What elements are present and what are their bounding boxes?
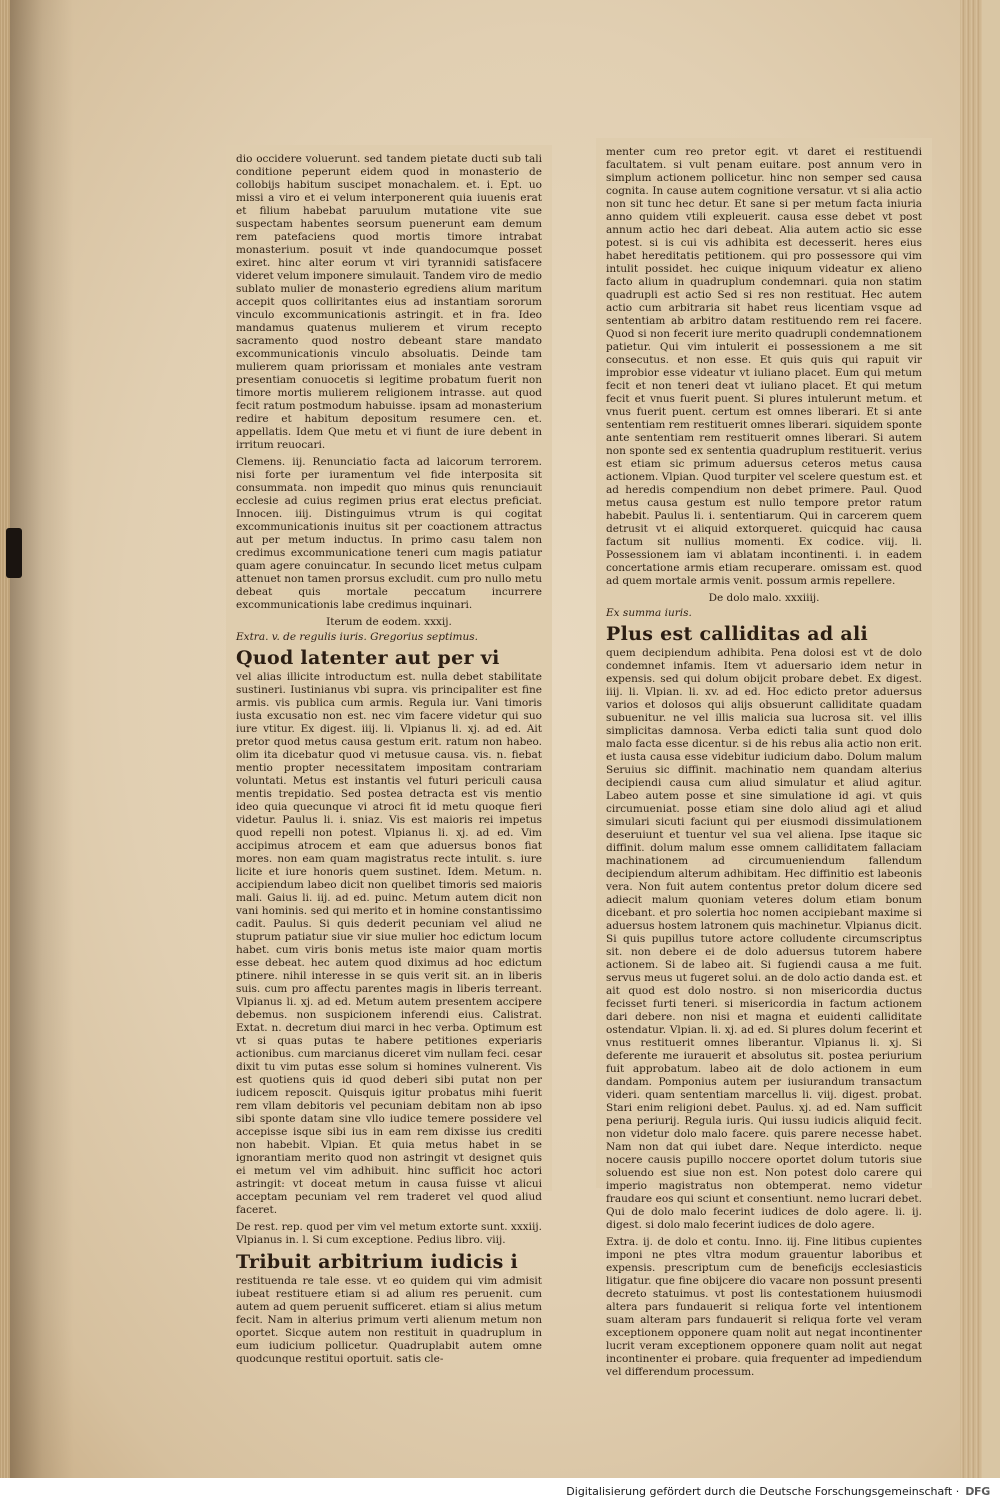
- text-paragraph: menter cum reo pretor egit. vt daret ei restituendi facultatem. si vult penam euitare. post annum vero in simplum actionem pollicetur. hinc non semper sed causa cognita. In cause autem cognitione versatur. vt si alia actio non sit tunc hec detur. Et sane si per metum facta iniuria anno quidem vtili expleuerit. causa esse debet vt post annum actio hec dari debeat. Alia autem actio sic esse potest. si is cui vis adhibita est decesserit. heres eius habet hereditatis petitionem. qui pro possessore qui vim intulit possidet. hec cuique iniquum videatur ex alieno facto alium in quadruplum condemnari. quia non statim quadrupli est actio Sed si res non restituat. Hec autem actio cum arbitraria sit habet reus licentiam vsque ad sententiam ab arbitro datam restituendo rem rei facere. Quod si non fecerit iure merito quadrupli condemnationem patietur. Qui vim intulerit ei possessionem a me sit consecutus. et non esse. Et quis quis qui rapuit vir improbior esse videatur vt iuliano placet. Eum qui metum fecit et non teneri deat vt iuliano placet. Et qui metum fecit et vnus fuerit puent. Si plures intulerunt metum. et vnus fuerit puent. certum est omnes liberari. Et si ante sententiam rem restituerit omnes liberari. siquidem sponte ante sententiam rem restituerit omnes liberari. Si autem non sponte sed ex sententia quadruplum restituerit. verius est etiam sic primum aduersus ceteros metus causa actionem. Vlpian. Quod turpiter vel scelere questum est. et ad heredis compendium non debet primere. Paul. Quod metus causa gestum est nullo tempore pretor ratum habebit. Paulus li. i. sententiarum. Qui in carcerem quem detrusit vt ei aliquid extorqueret. quicquid hac causa factum sit nullius momenti. Ex codice. viij. li. Possessionem iam vi ablatam incontinenti. i. in eadem concertatione armis etiam recuperare. omissam est. quod ad quem mortale armis venit. possum armis repellere.: [606, 146, 922, 587]
- section-heading: Tribuit arbitrium iudicis i: [236, 1251, 519, 1273]
- dfg-logo-icon: DFG: [965, 1484, 990, 1498]
- text-paragraph: De rest. rep. quod per vim vel metum extorte sunt. xxxiij. Vlpianus in. l. Si cum exceptione. Pedius libro. viij.: [236, 1221, 542, 1246]
- source-rubric: Extra. v. de regulis iuris. Gregorius septimus.: [236, 631, 478, 643]
- footer-credit: Digitalisierung gefördert durch die Deutsche Forschungsgemeinschaft ·: [566, 1484, 960, 1498]
- digitization-footer: [0, 1478, 1000, 1504]
- title-line: De dolo malo. xxxiiij.: [708, 592, 820, 604]
- right-margin-strip: [982, 0, 1000, 1478]
- text-paragraph: dio occidere voluerunt. sed tandem pietate ducti sub tali conditione peperunt eidem quod in monasterio de collobijs habitum suscipet monachalem. et. i. Ept. uo missi a viro et ei velum interponerent quia iuuenis erat et filium habebat paruulum mutatione vite sue suspectam habentes seorsum puenerunt eam demum rem patefaciens quod mortis timore intrabat monasterium. posuit vt inde quandocumque posset exiret. hinc alter eorum vt viri tyrannidi satisfacere videret velum imponere simulauit. Tandem viro de medio sublato mulier de monasterio egrediens alium maritum accepit quos colliritantes eius ad instantiam sororum vinculo excommunicationis astringit. et in fra. Ideo mandamus quatenus mulierem et virum recepto sacramento quod nostro debeant stare mandato excommunicationis vinculo absoluatis. Deinde tam mulierem quam priorissam et moniales ante vestram presentiam conuocetis si legitime probatum fuerit non timore mortis mulierem religionem intrasse. aut quod fecit ratum postmodum habuisse. ipsam ad monasterium redire et habitum depositum resumere cen. et. appellatis. Idem Que metu et vi fiunt de iure debent in irritum reuocari.: [236, 153, 542, 451]
- gutter-shadow: [4, 0, 74, 1478]
- right-page-edges: [960, 0, 982, 1478]
- left-page-edges: [0, 0, 10, 1478]
- right-text-column: [596, 138, 932, 1378]
- source-rubric: Ex summa iuris.: [606, 607, 692, 619]
- section-heading: Plus est calliditas ad ali: [606, 623, 868, 645]
- text-paragraph: Extra. ij. de dolo et contu. Inno. iij. Fine litibus cupientes imponi ne ptes vltra modum grauentur laboribus et expensis. prescriptum cum de beneficijs ecclesiasticis litigatur. que fine obijcere dio vacare non possunt presenti decreto statuimus. vt post lis contestationem huiusmodi altera pars fundauerit si reliqua forte vel intentionem suam alteram pars fundauerit si reliqua forte vel veram exceptionem opponere quam nolit aut negat incontinenter lucrit veram exceptionem opponere quam nolit aut negat incontinenter ei probare. quia frequenter ad impediendum vel differendum processum.: [606, 1236, 922, 1378]
- title-line: Iterum de eodem. xxxij.: [326, 616, 452, 628]
- text-paragraph: quem decipiendum adhibita. Pena dolosi est vt de dolo condemnet infamis. Item vt aduersario idem netur in expensis. sed qui dolum obijcit probare debet. Ex digest. iiij. li. Vlpian. li. xv. ad ed. Hoc edicto pretor aduersus varios et dolosos qui alijs obsuerunt calliditate quadam subuenitur. ne vel illis malicia sua lucrosa sit. vel illis simplicitas damnosa. Verba edicti talia sunt quod dolo malo facta esse dicentur. si de his rebus alia actio non erit. et iusta causa esse videbitur iudicium dabo. Dolum malum Seruius sic diffinit. machinatio nem quandam alterius decipiendi causa cum aliud simulatur et aliud agitur. Labeo autem posse et sine simulatione id agi. vt quis circumueniat. posse etiam sine dolo aliud agi et aliud simulari sicuti faciunt qui per eiusmodi dissimulationem deseruiunt et tuentur vel sua vel aliena. Ipse itaque sic diffinit. dolum malum esse omnem calliditatem fallaciam machinationem ad circumueniendum fallendum decipiendum alterum adhibitam. Hec diffinitio est labeonis vera. Non fuit autem contentus pretor dolum dicere sed adiecit malum quoniam veteres dolum etiam bonum dicebant. et pro solertia hoc nomen accipiebant maxime si aduersus hostem latronem quis machinetur. Vlpianus dicit. Si quis pupillus tutore actore colludente circumscriptus sit. non debere ei de dolo aduersus tutorem habere actionem. Si de labeo ait. Si fugiendi causa a me fuit. servus meus ut fugeret solui. an de dolo actio danda est. et ait quod est dolo nostro. si non misericordia ductus fecisset furti teneri. si misericordia in factum actionem dari debere. non nisi et magna et euidenti calliditate ostendatur. Vlpian. li. xj. ad ed. Si plures dolum fecerint et vnus restituerit omnes liberantur. Vlpianus li. xj. Si deferente me iurauerit et absolutus sit. postea periurium fuit approbatum. labeo ait de dolo actionem in eum dandam. Pomponius autem per iusiurandum transactum videri. quam sententiam marcellus li. viij. digest. probat. Stari enim religioni debet. Paulus. xj. ad ed. Nam sufficit pena periurij. Regula iuris. Qui iussu iudicis aliquid fecit. non videtur dolo malo facere. quis parere necesse habet. Nam non dat qui iubet dare. Neque interdicto. neque nocere causis pupillo noccere oportet dolum tutoris siue soluendo est siue non est. Non potest dolo carere qui imperio magistratus non obtemperat. nemo videtur fraudare eos qui sciunt et consentiunt. nemo lucrari debet. Qui de dolo malo fecerint iudices de dolo agere. li. ij. digest. si dolo malo fecerint iudices de dolo agere.: [606, 647, 922, 1231]
- text-paragraph: restituenda re tale esse. vt eo quidem qui vim admisit iubeat restituere etiam si ad alium res peruenit. cum autem ad quem peruenit sufficeret. etiam si alius metum fecit. Nam in alterius primum verti alienum metum non oportet. Sicque autem non restituit in quadruplum in eum iudicium pollicetur. Quadruplabit autem omne quodcunque restitui oportuit. satis cle-: [236, 1275, 542, 1365]
- left-text-column: [226, 145, 552, 1365]
- thumb-mark: [6, 528, 22, 578]
- text-paragraph: Clemens. iij. Renunciatio facta ad laicorum terrorem. nisi forte per iuramentum vel fide interposita sit consummata. non impedit quo minus quis renunciauit ecclesie ad cuius regimen prius erat electus preficiat. Innocen. iiij. Distinguimus vtrum is qui cogitat excommunicationis inuitus sit per coactionem attractus aut per metum inductus. In primo casu talem non credimus excommunicatione teneri cum magis patiatur quam agere conuincatur. In secundo licet metus culpam attenuet non tamen prorsus excludit. cum pro nullo metu debeat quis mortale peccatum incurrere excommunicationis labe credimus inquinari.: [236, 456, 542, 611]
- text-paragraph: vel alias illicite introductum est. nulla debet stabilitate sustineri. Iustinianus vbi supra. vis principaliter est fine armis. vis publica cum armis. Regula iur. Vani timoris iusta excusatio non est. nec vim facere videtur qui suo iure vtitur. Ex digest. iiij. li. Vlpianus li. xj. ad ed. Ait pretor quod metus causa gestum erit. ratum non habeo. olim ita dicebatur quod vi metusue causa. vis. n. fiebat mentio propter necessitatem impositam contrariam voluntati. Metus est instantis vel futuri periculi causa mentis trepidatio. Sed postea detracta est vis mentio ideo quia quecunque vi atroci fit id metu quoque fieri videtur. Paulus li. i. sniaz. Vis est maioris rei impetus quod repelli non potest. Vlpianus li. xj. ad ed. Vim accipimus atrocem et eam que aduersus bonos fiat mores. non eam quam magistratus recte intulit. s. iure licite et iure honoris quem sustinet. Idem. Metum. n. accipiendum labeo dicit non quelibet timoris sed maioris mali. Gaius li. iij. ad ed. puinc. Metum autem dicit non vani hominis. sed qui merito et in homine constantissimo cadit. Paulus. Si quis dederit pecuniam vel aliud ne stuprum patiatur siue vir siue mulier hoc edictum locum habet. cum viris bonis metus iste maior quam mortis esse debeat. hec autem quod diximus ad hoc edictum ptinere. nihil interesse in se quis verit sit. an in liberis suis. cum pro affectu parentes magis in liberis terreant. Vlpianus li. xj. ad ed. Metum autem presentem accipere debemus. non suspicionem inferendi eius. Calistrat. Extat. n. decretum diui marci in hec verba. Optimum est vt si quas putas te habere petitiones experiaris actionibus. cum marcianus diceret vim nullam feci. cesar dixit tu vim putas esse solum si homines vulnerent. Vis est quotiens quis id quod deberi sibi putat non per iudicem reposcit. Quisquis igitur probatus mihi fuerit rem vllam debitoris vel pecuniam debitam non ab ipso sibi sponte datam sine vllo iudice temere possidere vel accepisse isque sibi ius in eam rem dixisse ius crediti non habebit. Vlpian. Et quia metus habet in se ignorantiam merito quod non astringit vt designet quis ei metum vel vim adhibuit. hinc sufficit hoc actori astringit: vt doceat metum in causa fuisse vt alicui acceptam pecuniam vel rem traderet vel quod aliud faceret.: [236, 671, 542, 1216]
- section-heading: Quod latenter aut per vi: [236, 647, 500, 669]
